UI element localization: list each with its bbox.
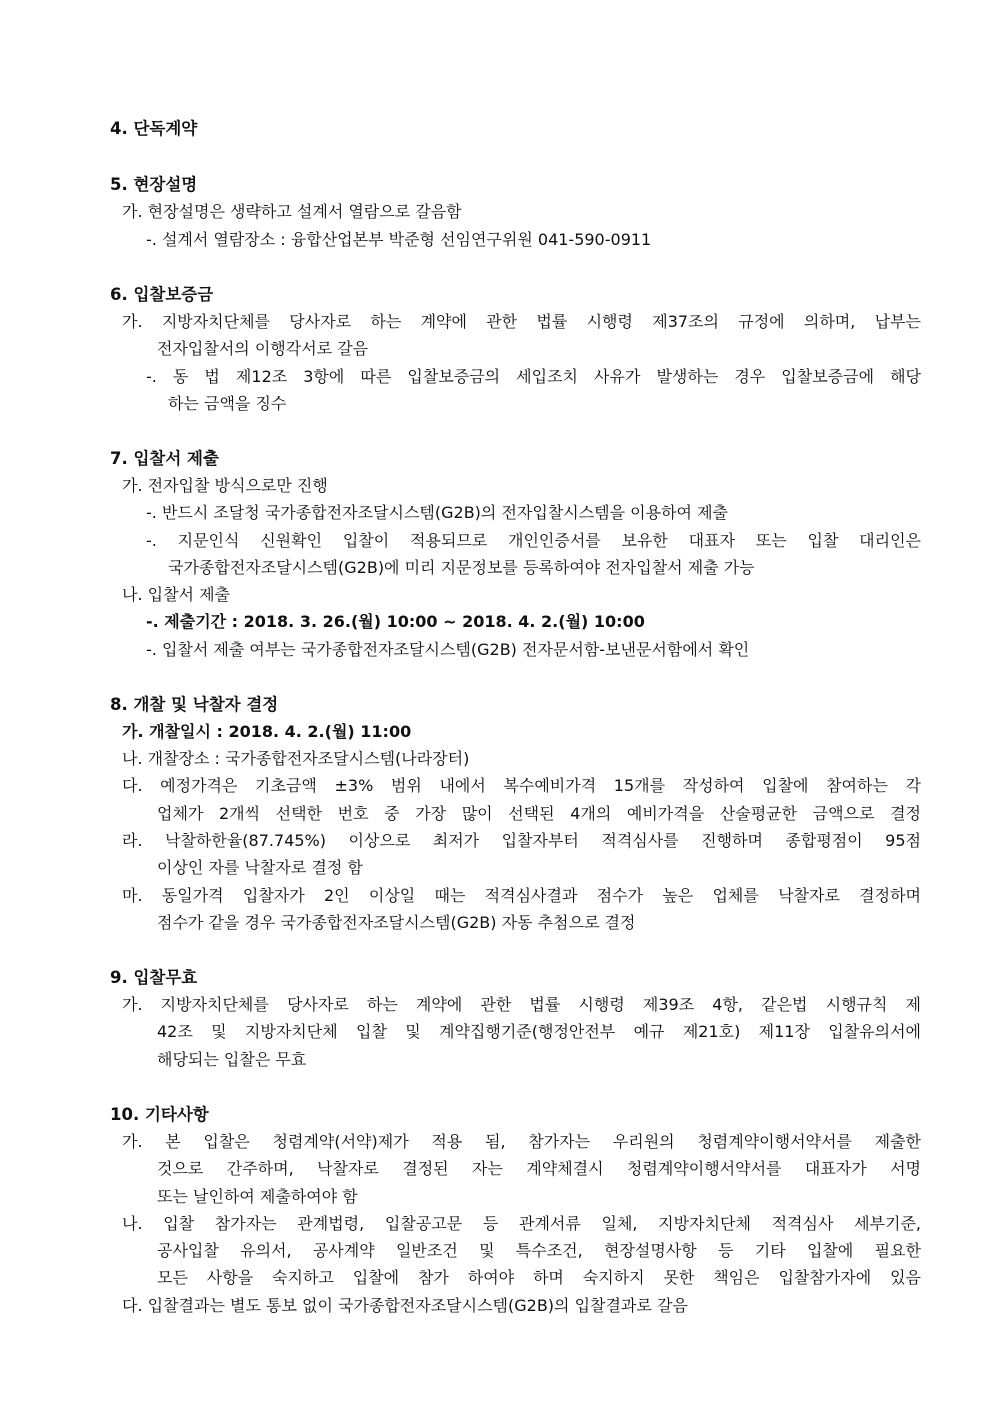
section-8-item-ma-line2: 점수가 같을 경우 국가종합전자조달시스템(G2B) 자동 추첨으로 결정 [157, 913, 636, 932]
section-8-item-da-line2: 업체가 2개씩 선택한 번호 중 가장 많이 선택된 4개의 예비가격을 산술평균한 금액으로 결정 [157, 804, 921, 823]
section-8-item-na: 나. 개찰장소 : 국가종합전자조달시스템(나라장터) [122, 749, 470, 768]
section-8-item-ra-line2: 이상인 자를 낙찰자로 결정 함 [157, 858, 363, 877]
section-6-item-ga-line2: 전자입찰서의 이행각서로 갈음 [157, 339, 369, 358]
section-7-item-dash-4: -. 입찰서 제출 여부는 국가종합전자조달시스템(G2B) 전자문서함-보낸문서함에서 확인 [146, 640, 750, 659]
section-7-item-dash-2-line2: 국가종합전자조달시스템(G2B)에 미리 지문정보를 등록하여야 전자입찰서 제출 가능 [168, 558, 755, 577]
section-7-item-dash-1: -. 반드시 조달청 국가종합전자조달시스템(G2B)의 전자입찰시스템을 이용하여 제출 [146, 503, 729, 522]
section-10-item-ga-line2: 것으로 간주하며, 낙찰자로 결정된 자는 계약체결시 청렴계약이행서약서를 대표자가 서명 [157, 1159, 921, 1178]
section-5-item-dash-1: -. 설계서 열람장소 : 융합산업본부 박준형 선임연구위원 041-590-0911 [146, 230, 652, 249]
section-10-heading: 10. 기타사항 [110, 1105, 209, 1124]
section-5-item-ga: 가. 현장설명은 생략하고 설계서 열람으로 갈음함 [122, 202, 462, 221]
section-10-item-na-line3: 모든 사항을 숙지하고 입찰에 참가 하여야 하며 숙지하지 못한 책임은 입찰참가자에 있음 [157, 1268, 921, 1287]
section-8-item-ma-line1: 마. 동일가격 입찰자가 2인 이상일 때는 적격심사결과 점수가 높은 업체를 낙찰자로 결정하며 [122, 886, 921, 905]
section-10-item-na-line1: 나. 입찰 참가자는 관계법령, 입찰공고문 등 관계서류 일체, 지방자치단체 적격심사 세부기준, [122, 1214, 921, 1233]
section-10-item-ga-line1: 가. 본 입찰은 청렴계약(서약)제가 적용 됨, 참가자는 우리원의 청렴계약이행서약서를 제출한 [122, 1132, 921, 1151]
section-6-item-ga-line1: 가. 지방자치단체를 당사자로 하는 계약에 관한 법률 시행령 제37조의 규정에 의하며, 납부는 [122, 312, 921, 331]
section-10-item-na-line2: 공사입찰 유의서, 공사계약 일반조건 및 특수조건, 현장설명사항 등 기타 입찰에 필요한 [157, 1241, 921, 1260]
section-8-heading: 8. 개찰 및 낙찰자 결정 [110, 695, 279, 714]
section-7-item-dash-2-line1: -. 지문인식 신원확인 입찰이 적용되므로 개인인증서를 보유한 대표자 또는 입찰 대리인은 [146, 531, 921, 550]
section-6-item-dash-1-line1: -. 동 법 제12조 3항에 따른 입찰보증금의 세입조치 사유가 발생하는 경우 입찰보증금에 해당 [146, 367, 921, 386]
section-5-heading: 5. 현장설명 [110, 175, 198, 194]
section-9-item-ga-line3: 해당되는 입찰은 무효 [157, 1050, 307, 1069]
section-4-heading: 4. 단독계약 [110, 119, 198, 138]
section-10-item-da: 다. 입찰결과는 별도 통보 없이 국가종합전자조달시스템(G2B)의 입찰결과로 갈음 [122, 1296, 688, 1315]
section-7-item-na: 나. 입찰서 제출 [122, 585, 230, 604]
section-8-item-ga: 가. 개찰일시 : 2018. 4. 2.(월) 11:00 [122, 722, 412, 741]
section-7-heading: 7. 입찰서 제출 [110, 449, 219, 468]
section-7-item-ga: 가. 전자입찰 방식으로만 진행 [122, 476, 328, 495]
section-8-item-ra-line1: 라. 낙찰하한율(87.745%) 이상으로 최저가 입찰자부터 적격심사를 진행하며 종합평점이 95점 [122, 831, 921, 850]
section-7-item-dash-3: -. 제출기간 : 2018. 3. 26.(월) 10:00 ~ 2018. 4. 2.(월) 10:00 [146, 612, 645, 631]
section-8-item-da-line1: 다. 예정가격은 기초금액 ±3% 범위 내에서 복수예비가격 15개를 작성하여 입찰에 참여하는 각 [122, 776, 921, 795]
section-10-item-ga-line3: 또는 날인하여 제출하여야 함 [157, 1187, 358, 1206]
section-9-heading: 9. 입찰무효 [110, 968, 198, 987]
section-9-item-ga-line1: 가. 지방자치단체를 당사자로 하는 계약에 관한 법률 시행령 제39조 4항, 같은법 시행규칙 제 [122, 995, 921, 1014]
section-9-item-ga-line2: 42조 및 지방자치단체 입찰 및 계약집행기준(행정안전부 예규 제21호) 제11장 입찰유의서에 [157, 1022, 921, 1041]
section-6-item-dash-1-line2: 하는 금액을 징수 [168, 394, 287, 413]
section-6-heading: 6. 입찰보증금 [110, 285, 214, 304]
